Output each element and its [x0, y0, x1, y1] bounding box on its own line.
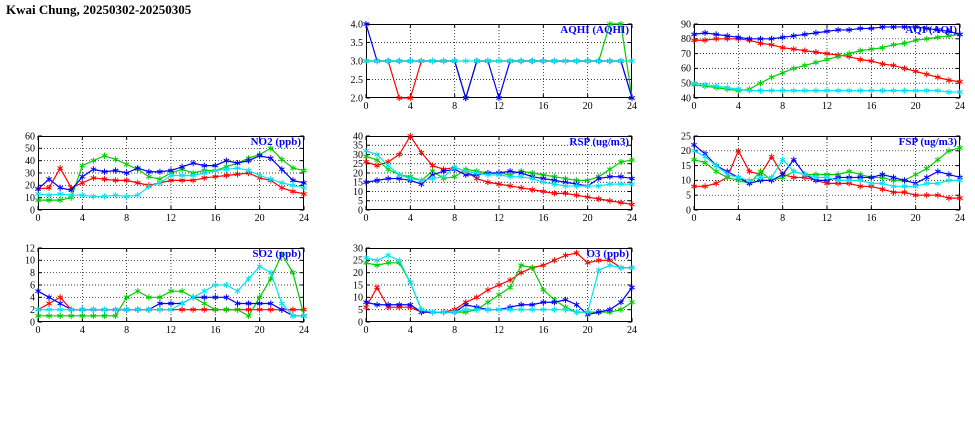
svg-text:8: 8 [124, 213, 130, 224]
svg-text:20: 20 [353, 267, 363, 279]
svg-text:10: 10 [353, 186, 363, 198]
svg-text:15: 15 [353, 177, 363, 189]
svg-text:12: 12 [494, 101, 504, 112]
svg-text:10: 10 [25, 255, 35, 267]
svg-text:8: 8 [452, 101, 458, 112]
page-title: Kwai Chung, 20250302-20250305 [6, 2, 192, 17]
svg-text:8: 8 [452, 325, 458, 336]
svg-text:5: 5 [358, 196, 363, 208]
svg-text:20: 20 [582, 213, 593, 224]
svg-text:RSP (ug/m3): RSP (ug/m3) [569, 136, 629, 148]
svg-text:10: 10 [353, 292, 363, 304]
chart-panel-no2 [8, 124, 310, 228]
svg-text:0: 0 [30, 317, 35, 329]
svg-text:20: 20 [681, 146, 691, 158]
svg-text:4: 4 [735, 213, 741, 224]
svg-text:24: 24 [299, 213, 309, 224]
svg-text:NO2 (ppb): NO2 (ppb) [250, 136, 301, 148]
chart-panel-rsp [336, 124, 638, 228]
svg-text:5: 5 [686, 190, 691, 202]
svg-text:24: 24 [627, 213, 637, 224]
svg-text:50: 50 [25, 143, 35, 155]
svg-text:0: 0 [691, 213, 697, 224]
svg-text:25: 25 [353, 159, 363, 171]
svg-text:35: 35 [353, 140, 363, 152]
svg-text:3.5: 3.5 [350, 37, 363, 49]
chart-panel-aqhi [336, 12, 638, 116]
svg-text:60: 60 [681, 63, 691, 75]
svg-text:20: 20 [582, 101, 593, 112]
svg-text:16: 16 [538, 213, 549, 224]
svg-text:4.0: 4.0 [350, 19, 363, 31]
svg-text:3.0: 3.0 [350, 56, 363, 68]
svg-text:16: 16 [538, 101, 549, 112]
svg-text:16: 16 [866, 213, 877, 224]
svg-text:40: 40 [681, 93, 691, 105]
svg-text:0: 0 [35, 325, 41, 336]
svg-text:0: 0 [363, 101, 369, 112]
svg-text:12: 12 [166, 213, 176, 224]
svg-text:20: 20 [353, 168, 363, 180]
svg-text:12: 12 [166, 325, 176, 336]
svg-text:10: 10 [25, 192, 35, 204]
svg-text:4: 4 [735, 101, 741, 112]
svg-text:4: 4 [407, 101, 413, 112]
svg-text:16: 16 [538, 325, 549, 336]
svg-text:12: 12 [822, 101, 832, 112]
svg-text:20: 20 [254, 325, 265, 336]
svg-text:12: 12 [494, 213, 504, 224]
svg-text:24: 24 [627, 325, 637, 336]
svg-text:20: 20 [910, 101, 921, 112]
svg-text:15: 15 [353, 280, 363, 292]
svg-text:4: 4 [407, 213, 413, 224]
svg-text:20: 20 [582, 325, 593, 336]
svg-text:20: 20 [910, 213, 921, 224]
svg-text:50: 50 [681, 78, 691, 90]
svg-text:0: 0 [358, 317, 363, 329]
svg-text:60: 60 [25, 131, 35, 143]
svg-text:4: 4 [407, 325, 413, 336]
svg-text:90: 90 [681, 19, 691, 31]
svg-text:20: 20 [25, 180, 35, 192]
svg-text:6: 6 [30, 280, 35, 292]
svg-text:30: 30 [25, 168, 35, 180]
svg-text:12: 12 [822, 213, 832, 224]
svg-text:8: 8 [124, 325, 130, 336]
svg-text:10: 10 [681, 175, 691, 187]
svg-text:30: 30 [353, 243, 363, 255]
svg-text:4: 4 [79, 325, 85, 336]
svg-text:FSP (ug/m3): FSP (ug/m3) [898, 136, 957, 148]
svg-text:12: 12 [25, 243, 35, 255]
svg-text:0: 0 [30, 205, 35, 217]
svg-text:8: 8 [30, 267, 35, 279]
svg-text:O3 (ppb): O3 (ppb) [586, 248, 629, 260]
svg-text:8: 8 [452, 213, 458, 224]
svg-text:25: 25 [353, 255, 363, 267]
svg-text:0: 0 [35, 213, 41, 224]
svg-text:70: 70 [681, 48, 691, 60]
svg-text:0: 0 [686, 205, 691, 217]
svg-text:16: 16 [866, 101, 877, 112]
svg-text:12: 12 [494, 325, 504, 336]
svg-text:24: 24 [955, 213, 965, 224]
svg-text:16: 16 [210, 325, 221, 336]
svg-text:5: 5 [358, 304, 363, 316]
chart-panel-fsp [664, 124, 966, 228]
chart-panel-aqi [664, 12, 966, 116]
svg-text:2: 2 [30, 304, 35, 316]
svg-text:0: 0 [363, 325, 369, 336]
svg-text:24: 24 [299, 325, 309, 336]
chart-panel-so2 [8, 236, 310, 340]
svg-text:25: 25 [681, 131, 691, 143]
svg-text:30: 30 [353, 149, 363, 161]
svg-text:24: 24 [627, 101, 637, 112]
svg-text:24: 24 [955, 101, 965, 112]
svg-text:8: 8 [780, 101, 786, 112]
svg-text:SO2 (ppb): SO2 (ppb) [252, 248, 301, 260]
svg-text:0: 0 [363, 213, 369, 224]
svg-text:2.5: 2.5 [350, 74, 363, 86]
svg-text:2.0: 2.0 [350, 93, 363, 105]
svg-text:0: 0 [691, 101, 697, 112]
svg-text:0: 0 [358, 205, 363, 217]
svg-text:8: 8 [780, 213, 786, 224]
svg-text:16: 16 [210, 213, 221, 224]
svg-text:4: 4 [79, 213, 85, 224]
svg-text:20: 20 [254, 213, 265, 224]
svg-text:4: 4 [30, 292, 35, 304]
chart-panel-o3 [336, 236, 638, 340]
svg-text:80: 80 [681, 34, 691, 46]
svg-text:AQI (AQI): AQI (AQI) [905, 24, 957, 36]
svg-text:15: 15 [681, 160, 691, 172]
svg-text:40: 40 [25, 155, 35, 167]
svg-text:40: 40 [353, 131, 363, 143]
svg-text:AQHI (AQHI): AQHI (AQHI) [560, 24, 629, 36]
